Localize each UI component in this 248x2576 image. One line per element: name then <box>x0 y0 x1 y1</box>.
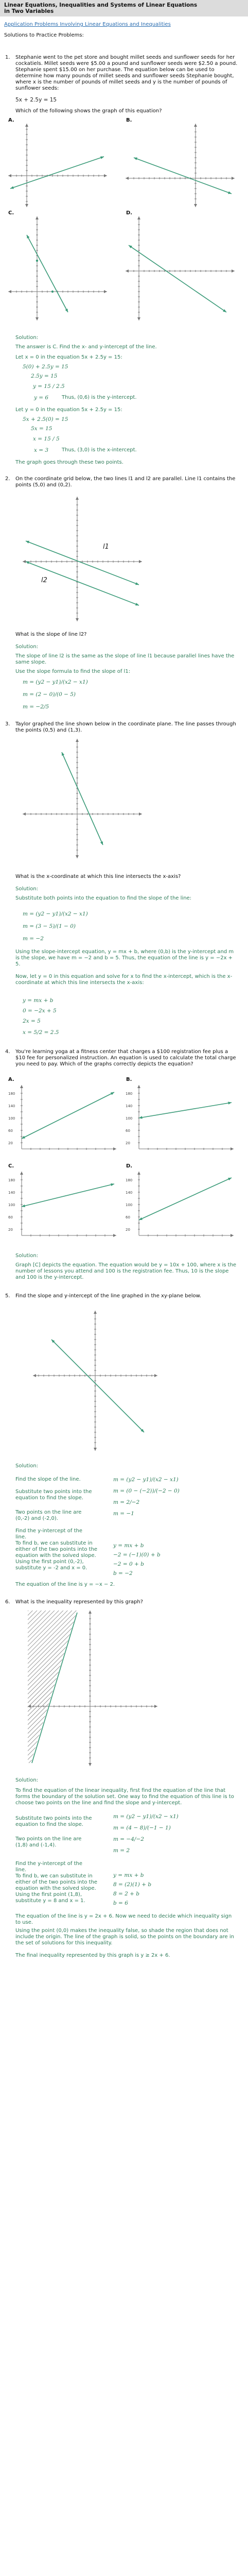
q1-work-x-2: 2.5y = 15 <box>31 373 58 379</box>
question-4-number: 4. <box>5 1049 10 1055</box>
q6-two-points: Two points on the line are (1,8) and (-1,4). <box>15 1836 82 1848</box>
question-1-solution-label: Solution: <box>15 335 39 341</box>
question-1-equation: 5x + 2.5y = 15 <box>15 97 57 103</box>
question-3-para3: Now, let y = 0 in this equation and solve for x to find the x-intercept, which is the x-coordinate at which this line intersects the x-axis: <box>15 974 233 986</box>
x-axis-arrow <box>139 560 142 563</box>
x-axis-arrow-left <box>126 177 129 180</box>
line-arrowhead <box>223 309 226 312</box>
q3-work2-4: x = 5/2 = 2.5 <box>23 1029 59 1036</box>
q6-find-yint: Find the y-intercept of the line. <box>15 1861 83 1873</box>
q5-b-1: y = mx + b <box>113 1543 144 1549</box>
x-axis-arrow <box>231 1147 234 1150</box>
y-axis-arrow-down <box>137 317 140 320</box>
choice-d-graph[interactable] <box>123 214 237 323</box>
question-1-text: Stephanie went to the pet store and bought millet seeds and sunflower seeds for her cockatiels. Millet seeds were $5.00 a pound and sunflower seeds were $2.50 a pound. Stephanie spent $15.00 on her purchase. The equation below can be used to determine how many pounds of millet seeds and sunflower seeds Stephanie bought, where x is the number of pounds of millet seeds and y is the number of pounds of sunflower seeds: <box>15 55 238 91</box>
y-tick-label: 60 <box>8 1129 13 1133</box>
question-3-number: 3. <box>5 721 10 727</box>
question-5-text: Find the slope and y-intercept of the line graphed in the xy-plane below. <box>15 1293 202 1299</box>
graph-point <box>51 291 54 293</box>
y-tick-label: 140 <box>8 1191 15 1195</box>
q6-slope-4: m = 2 <box>113 1848 130 1854</box>
q1-work-y-4: x = 3 <box>34 447 49 453</box>
q6-b-4: b = 6 <box>113 1900 128 1906</box>
line-arrowhead <box>129 245 132 248</box>
question-3-question: What is the x-coordinate at which this line intersects the x-axis? <box>15 874 181 879</box>
x-axis-arrow <box>231 1234 234 1237</box>
q6-para2: The equation of the line is y = 2x + 6. Now we need to decide which inequality sign to use. <box>15 1913 232 1925</box>
q6-slope-3: m = −4/−2 <box>113 1836 144 1842</box>
y-axis-arrow-down <box>25 204 28 207</box>
y-tick-label: 100 <box>126 1203 133 1207</box>
choice-b-label[interactable]: B. <box>126 117 132 123</box>
choice-c-line <box>27 235 68 312</box>
y-axis-arrow-down <box>76 855 79 858</box>
line-arrowhead <box>134 158 137 160</box>
choice-d-line <box>129 245 226 312</box>
q6-b-2: 8 = (2)(1) + b <box>113 1882 152 1888</box>
intro-text: Solutions to Practice Problems: <box>4 32 84 38</box>
question-2-solution-label: Solution: <box>15 644 39 650</box>
x-axis-arrow <box>232 269 235 273</box>
x-axis-arrow <box>139 812 142 816</box>
question-1-number: 1. <box>5 55 10 60</box>
choice-b-line <box>134 158 232 194</box>
q4-d-line <box>139 1178 232 1220</box>
line-arrowhead <box>26 562 29 564</box>
q6-para3: Using the point (0,0) makes the inequality false, so shade the region that does not include the origin. The line of the graph is solid, so the points on the boundary are in the set of solutions for this inequality. <box>15 1928 234 1946</box>
q5-equation: The equation of the line is y = −x − 2. <box>15 1582 115 1587</box>
choice-b-graph[interactable] <box>123 122 237 209</box>
document-header <box>0 0 248 16</box>
q3-work-2: m = (3 − 5)/(1 − 0) <box>23 923 76 929</box>
y-tick-label: 140 <box>8 1104 15 1108</box>
q5-two-points: Two points on the line are (0,-2) and (-2,0). <box>15 1510 82 1521</box>
q6-slope-1: m = (y2 − y1)/(x2 − x1) <box>113 1814 179 1820</box>
q5-slope-4: m = −1 <box>113 1511 134 1517</box>
q1-thus-x: Thus, (3,0) is the x-intercept. <box>62 447 137 453</box>
y-axis-arrow <box>94 1311 97 1314</box>
question-3-solution-label: Solution: <box>15 886 39 892</box>
question-1-let-x: Let x = 0 in the equation 5x + 2.5y = 15: <box>15 354 122 360</box>
q4-choice-b-graph[interactable] <box>123 1082 237 1159</box>
x-axis-arrow <box>104 174 107 177</box>
y-axis-arrow <box>194 124 197 127</box>
question-4-text: You're learning yoga at a fitness center that charges a $100 registration fee plus a $10 fee for personalized instruction. An equation is used to calculate the total charge you need to pay. Which of the graphs correctly depicts the equation? <box>15 1049 236 1067</box>
question-2-text: On the coordinate grid below, the two lines l1 and l2 are parallel. Line l1 contains the points (5,0) and (0,2). <box>15 476 236 488</box>
y-tick-label: 20 <box>126 1141 130 1145</box>
y-tick-label: 60 <box>126 1129 130 1133</box>
y-axis-arrow <box>137 1172 140 1175</box>
x-axis-arrow <box>113 1147 116 1150</box>
choice-a-line <box>10 157 104 189</box>
y-axis-arrow-down <box>194 204 197 207</box>
y-axis-arrow <box>137 216 140 219</box>
q6-slope-2: m = (4 − 8)/(−1 − 1) <box>113 1825 171 1831</box>
line-arrowhead <box>139 1116 143 1118</box>
question-3-para1: Substitute both points into the equation to find the slope of the line: <box>15 895 192 901</box>
choice-c-label[interactable]: C. <box>8 210 14 216</box>
q5-line <box>51 1340 144 1432</box>
shaded-region <box>28 1611 77 1763</box>
y-tick-label: 20 <box>8 1228 13 1232</box>
y-axis-arrow <box>88 1611 92 1614</box>
line-arrowhead <box>228 191 232 194</box>
question-5-graph <box>31 1309 160 1453</box>
x-axis-arrow-left <box>23 812 26 816</box>
y-tick-label: 180 <box>126 1092 133 1096</box>
question-6-graph <box>26 1608 160 1768</box>
q4-a-line <box>22 1092 114 1139</box>
y-axis-arrow <box>137 1085 140 1088</box>
q5-b-3: −2 = 0 + b <box>113 1561 144 1567</box>
y-tick-label: 60 <box>8 1215 13 1219</box>
y-axis-arrow-down <box>94 1448 97 1451</box>
line-arrowhead <box>135 603 139 605</box>
q4-c-line <box>22 1184 114 1207</box>
x-axis-arrow-left <box>126 269 129 273</box>
label-l1: l1 <box>103 543 109 551</box>
question-2-question: What is the slope of line l2? <box>15 632 87 637</box>
q4-b-line <box>139 1103 232 1118</box>
y-tick-label: 180 <box>8 1178 15 1182</box>
x-axis-arrow <box>154 1705 157 1708</box>
y-axis-arrow <box>76 739 79 742</box>
q3-work-3: m = −2 <box>23 936 44 942</box>
line-arrowhead <box>26 541 29 544</box>
question-3-para2: Using the slope-intercept equation, y = mx + b, where (0,b) is the y-intercept and m is the slope, we have m = −2 and b = 5. Thus, the equation of the line is y = −2x + 5. <box>15 949 234 967</box>
q1-work-y-2: 5x = 15 <box>31 426 52 432</box>
y-axis-arrow <box>20 1172 23 1175</box>
x-axis-arrow-left <box>23 560 26 563</box>
q6-final: The final inequality represented by this graph is y ≥ 2x + 6. <box>15 1953 170 1958</box>
question-6-solution-label: Solution: <box>15 1777 39 1783</box>
q3-work2-1: y = mx + b <box>23 997 54 1004</box>
y-axis-arrow <box>20 1085 23 1088</box>
q6-para1: To find the equation of the linear inequality, first find the equation of the line that forms the boundary of the solution set. One way to find the equation of this line is to choose two points on the line and find the slope and y-intercept. <box>15 1788 234 1806</box>
q6-b-1: y = mx + b <box>113 1872 144 1878</box>
y-tick-label: 140 <box>126 1104 133 1108</box>
question-2-para2: Use the slope formula to find the slope of l1: <box>15 669 131 674</box>
question-1-conclusion: The graph goes through these two points. <box>15 460 123 465</box>
q6-b-3: 8 = 2 + b <box>113 1891 140 1897</box>
line-arrowhead <box>100 156 104 159</box>
q5-slope-1: m = (y2 − y1)/(x2 − x1) <box>113 1477 179 1483</box>
q4-choice-b-label[interactable]: B. <box>126 1077 132 1082</box>
q5-find-slope: Find the slope of the line. <box>15 1477 81 1482</box>
x-axis-arrow <box>154 1374 157 1377</box>
y-axis-arrow-down <box>36 317 39 320</box>
q2-work-3: m = −2/5 <box>23 704 49 710</box>
q6-sub-points: Substitute two points into the equation to find the slope. <box>15 1816 92 1827</box>
document-title-continued: in Two Variables <box>4 8 54 14</box>
document-title: Linear Equations, Inequalities and Systems of Linear Equations <box>4 2 198 8</box>
y-tick-label: 100 <box>8 1203 15 1207</box>
q5-b-4: b = −2 <box>113 1570 133 1577</box>
q1-work-x-3: y = 15 / 2.5 <box>33 383 65 389</box>
q4-choice-a-graph[interactable] <box>6 1082 119 1159</box>
y-tick-label: 20 <box>126 1228 130 1232</box>
q1-work-y-3: x = 15 / 5 <box>33 436 60 442</box>
q5-b-2: −2 = (−1)(0) + b <box>113 1552 161 1558</box>
question-3-text: Taylor graphed the line shown below in the coordinate plane. The line passes through the points (0,5) and (1,3). <box>15 721 236 733</box>
question-2-number: 2. <box>5 476 10 482</box>
y-axis-arrow <box>36 216 39 219</box>
question-2-graph <box>21 495 144 623</box>
line-arrowhead <box>228 1101 232 1104</box>
q2-work-2: m = (2 − 0)/(0 − 5) <box>23 691 76 698</box>
question-6-text: What is the inequality represented by this graph? <box>15 1599 144 1605</box>
graph-point <box>36 260 38 262</box>
question-1-question: Which of the following shows the graph of this equation? <box>15 108 162 114</box>
q5-slope-3: m = 2/−2 <box>113 1499 140 1505</box>
line-arrowhead <box>135 582 139 585</box>
y-tick-label: 100 <box>126 1116 133 1121</box>
question-1-answer: The answer is C. Find the x- and y-intercept of the line. <box>15 344 157 350</box>
question-2-para1: The slope of line l2 is the same as the slope of line l1 because parallel lines have the same slope. <box>15 653 235 665</box>
question-1-let-y: Let y = 0 in the equation 5x + 2.5y = 15: <box>15 407 122 413</box>
breadcrumb-link[interactable]: Application Problems Involving Linear Equations and Inequalities <box>4 22 171 27</box>
q3-line <box>62 752 103 845</box>
y-axis-arrow <box>76 497 79 500</box>
x-axis-arrow <box>113 1234 116 1237</box>
y-tick-label: 180 <box>8 1092 15 1096</box>
question-4-para: Graph [C] depicts the equation. The equation would be y = 10x + 100, where x is the number of lessons you attend and 100 is the registration fee. Thus, 10 is the slope and 100 is the y-intercept. <box>15 1262 237 1280</box>
choice-a-label[interactable]: A. <box>8 117 14 123</box>
y-tick-label: 180 <box>126 1178 133 1182</box>
q2-work-1: m = (y2 − y1)/(x2 − x1) <box>23 679 88 685</box>
y-tick-label: 60 <box>126 1215 130 1219</box>
x-axis-arrow-left <box>8 174 11 177</box>
q3-work2-3: 2x = 5 <box>23 1018 41 1024</box>
question-3-graph <box>21 737 144 860</box>
question-4-solution-label: Solution: <box>15 1253 39 1259</box>
q4-choice-a-label[interactable]: A. <box>8 1077 14 1082</box>
q5-sub-points: Substitute two points into the equation to find the slope. <box>15 1489 92 1501</box>
question-5-number: 5. <box>5 1293 10 1299</box>
y-axis-arrow <box>25 124 28 127</box>
choice-a-graph[interactable] <box>6 122 109 209</box>
q4-choice-c-label[interactable]: C. <box>8 1163 14 1169</box>
q3-work-1: m = (y2 − y1)/(x2 − x1) <box>23 911 88 917</box>
question-6-number: 6. <box>5 1599 10 1605</box>
y-axis-arrow-down <box>76 618 79 621</box>
y-tick-label: 20 <box>8 1141 13 1145</box>
q6-to-find-b: To find b, we can substitute in either of the two points into the equation with the solved slope. Using the first point (1,8), substitute y = 8 and x = 1. <box>15 1873 98 1904</box>
y-tick-label: 100 <box>8 1116 15 1121</box>
q5-to-find-b: To find b, we can substitute in either of the two points into the equation with the solved slope. Using the first point (0,-2), substitute y = -2 and x = 0. <box>15 1540 98 1571</box>
q4-choice-c-graph[interactable] <box>6 1168 119 1246</box>
y-tick-label: 140 <box>126 1191 133 1195</box>
x-axis-arrow-left <box>8 290 11 293</box>
q1-work-y-1: 5x + 2.5(0) = 15 <box>23 416 68 422</box>
q1-thus-y: Thus, (0,6) is the y-intercept. <box>62 395 137 400</box>
q1-work-x-4: y = 6 <box>34 395 49 401</box>
question-5-solution-label: Solution: <box>15 1463 39 1469</box>
choice-c-graph[interactable] <box>6 214 109 323</box>
label-l2: l2 <box>41 577 47 584</box>
y-axis-arrow-down <box>88 1763 92 1766</box>
x-axis-arrow <box>104 290 107 293</box>
q5-slope-2: m = (0 − (−2))/(−2 − 0) <box>113 1488 180 1494</box>
q4-choice-d-label[interactable]: D. <box>126 1163 133 1169</box>
line-arrowhead <box>10 186 14 189</box>
q3-work2-2: 0 = −2x + 5 <box>23 1008 57 1014</box>
q4-choice-d-graph[interactable] <box>123 1168 237 1246</box>
x-axis-arrow <box>232 177 235 180</box>
choice-d-label[interactable]: D. <box>126 210 133 216</box>
q5-find-yint: Find the y-intercept of the line. <box>15 1528 83 1540</box>
q1-work-x-1: 5(0) + 2.5y = 15 <box>23 364 68 370</box>
x-axis-arrow-left <box>33 1374 36 1377</box>
